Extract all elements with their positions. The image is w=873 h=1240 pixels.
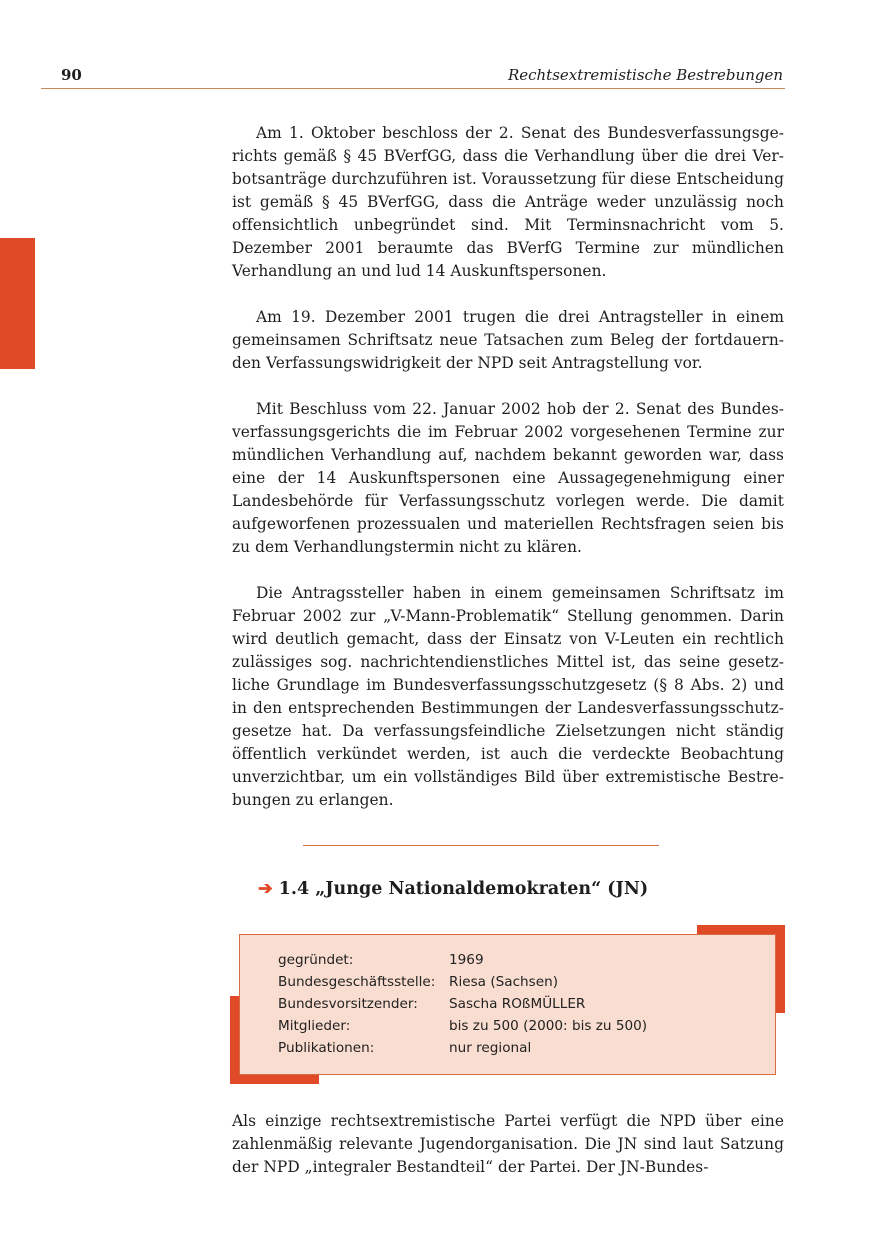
fact-label: Publikationen: (278, 1040, 375, 1056)
fact-label: Mitglieder: (278, 1018, 351, 1034)
fact-row (278, 949, 647, 971)
section-divider (303, 845, 659, 846)
fact-row (278, 993, 647, 1015)
paragraph: Am 1. Oktober beschloss der 2. Senat des Bundesverfassungsgerichts gemäß § 45 BVerfGG, dass die Verhandlung über die drei Verbotsanträge durchzuführen ist. Voraussetzung für diese Entscheidung ist gemäß § 45 BVerfGG, dass die Anträge weder unzulässig noch offensichtlich unbegründet sind. Mit Terminsnachricht vom 5. Dezember 2001 beraumte das BVerfG Termine zur mündlichen Verhandlung an und lud 14 Auskunftspersonen. (232, 124, 784, 280)
section-title: 1.4 „Junge Nationaldemokraten“ (JN) (278, 879, 649, 899)
paragraph: Mit Beschluss vom 22. Januar 2002 hob der 2. Senat des Bundesverfassungsgerichts die im Februar 2002 vorgesehenen Termine zur mündlichen Verhandlung auf, nachdem bekannt geworden war, dass eine der 14 Auskunftspersonen eine Aussagegenehmigung einer Landesbehörde für Verfassungsschutz vorlegen werde. Die damit aufgeworfenen prozessualen und materiellen Rechtsfragen seien bis zu dem Verhandlungstermin nicht zu klären. (232, 400, 784, 556)
fact-value: nur regional (449, 1040, 532, 1056)
arrow-right-icon: ➔ (258, 879, 273, 899)
fact-table (278, 949, 647, 1059)
paragraph: Die Antragssteller haben in einem gemeinsamen Schriftsatz im Februar 2002 zur „V-Mann-Problematik“ Stellung genommen. Darin wird deutlich gemacht, dass der Einsatz von V-Leuten ein rechtlich zulässiges sog. nachrichtendienstliches Mittel ist, das seine gesetzliche Grundlage im Bundesverfassungsschutzgesetz (§ 8 Abs. 2) und in den entsprechenden Bestimmungen der Landesverfassungsschutzgesetze hat. Da verfassungsfeindliche Zielsetzungen nicht ständig öffentlich verkündet werden, ist auch die verdeckte Beobachtung unverzichtbar, um ein vollständiges Bild über extremistische Bestrebungen zu erlangen. (232, 584, 784, 809)
chapter-side-tab (0, 238, 35, 369)
fact-row (278, 971, 647, 993)
fact-label: Bundesgeschäftsstelle: (278, 974, 436, 990)
fact-value: Sascha ROßMÜLLER (449, 996, 586, 1012)
body-text (232, 122, 784, 835)
fact-row (278, 1037, 647, 1059)
fact-value: Riesa (Sachsen) (449, 974, 559, 990)
fact-value: bis zu 500 (2000: bis zu 500) (449, 1018, 648, 1034)
page-header (41, 64, 785, 89)
section-heading (258, 879, 648, 899)
fact-value: 1969 (449, 952, 484, 968)
paragraph: Am 19. Dezember 2001 trugen die drei Antragsteller in einem gemeinsamen Schriftsatz neue Tatsachen zum Beleg der fortdauernden Verfassungswidrigkeit der NPD seit Antragstellung vor. (232, 308, 784, 372)
closing-text (232, 1110, 784, 1202)
fact-label: Bundesvorsitzender: (278, 996, 418, 1012)
fact-box (239, 934, 776, 1075)
fact-label: gegründet: (278, 952, 354, 968)
paragraph: Als einzige rechtsextremistische Partei verfügt die NPD über eine zahlenmäßig relevante Jugendorganisation. Die JN sind laut Satzung der NPD „integraler Bestandteil“ der Partei. Der JN-Bundes- (232, 1112, 784, 1176)
page-number: 90 (61, 66, 82, 84)
running-title: Rechtsextremistische Bestrebungen (507, 66, 783, 84)
fact-row (278, 1015, 647, 1037)
